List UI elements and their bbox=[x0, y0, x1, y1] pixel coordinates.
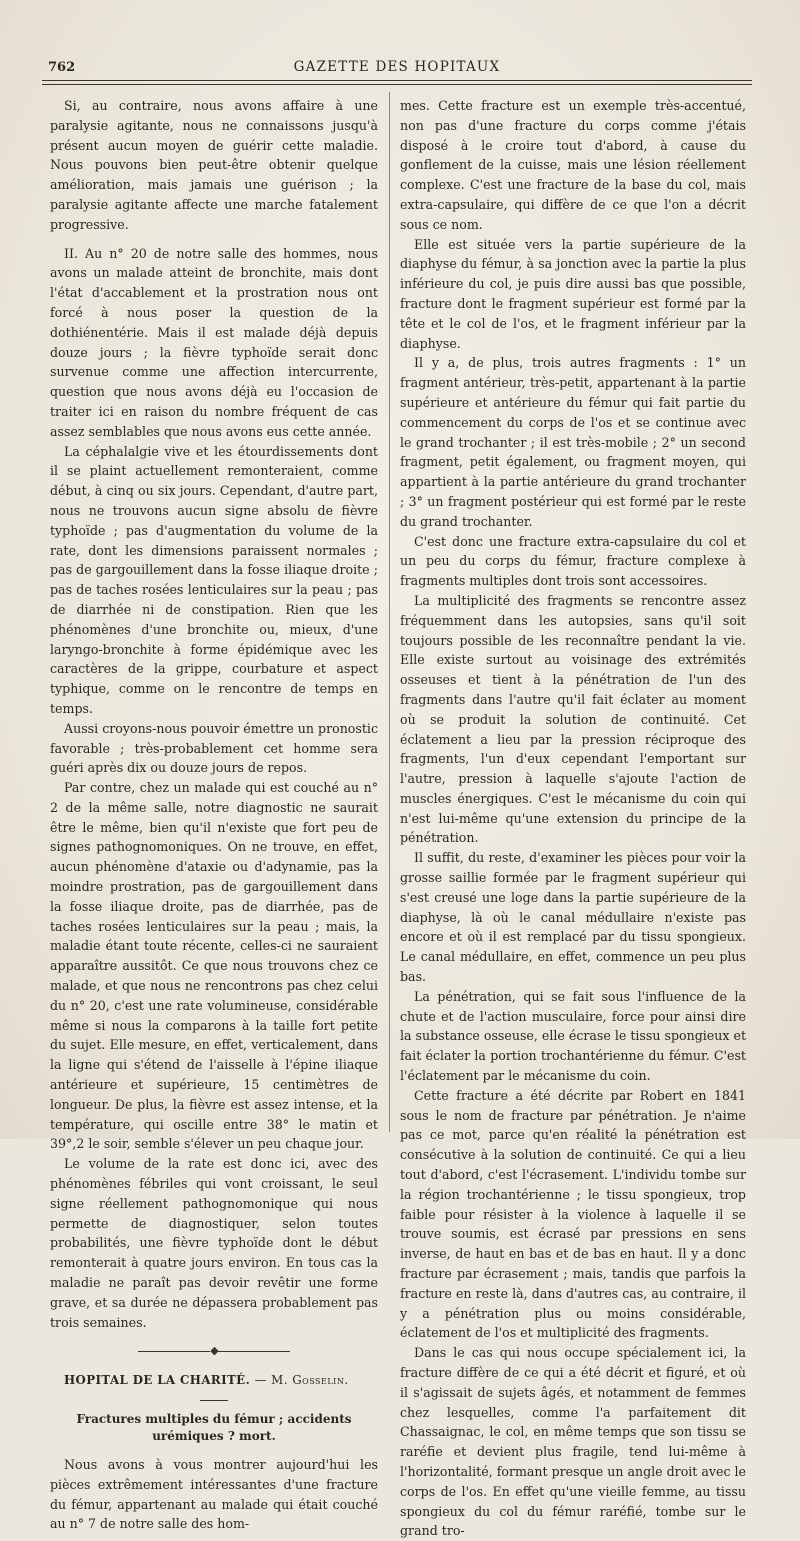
paragraph: Si, au contraire, nous avons affaire à une paralysie agitante, nous ne connaissons jusqu'à présent aucun moyen de guérir cette maladie. Nous pouvons bien peut-être obtenir quelque amélioration, mais jamais une guérison ; la paralysie agitante affecte une marche fatalement progressive. bbox=[50, 98, 378, 232]
paragraph: La pénétration, qui se fait sous l'influence de la chute et de l'action musculaire, force pour ainsi dire la substance osseuse, elle écrase le tissu spongieux et fait éclater la portion trochantérienne du fémur. C'est l'éclatement par le mécanisme du coin. bbox=[400, 988, 746, 1084]
left-column bbox=[50, 96, 378, 1534]
page-number: 762 bbox=[48, 60, 76, 75]
paragraph: Le volume de la rate est donc ici, avec des phénomènes fébriles qui vont croissant, le seul signe réellement pathognomonique qui nous permette de diagnostiquer, selon toutes probabilités, une fièvre typhoïde dont le début remonterait à quatre jours environ. En tous cas la maladie ne paraît pas devoir revêtir une forme grave, et sa durée ne dépassera probablement pas trois semaines. bbox=[50, 1156, 378, 1330]
paragraph: Elle est située vers la partie supérieure de la diaphyse du fémur, à sa jonction avec la partie la plus inférieure du col, je puis dire aussi bas que possible, fracture dont le fragment supérieur est formé par la tête et le col de l'os, et le fragment inférieur par la diaphyse. bbox=[400, 236, 746, 351]
page-header bbox=[42, 58, 752, 80]
paragraph: La multiplicité des fragments se rencontre assez fréquemment dans les autopsies, sans qu'il soit toujours possible de les reconnaître pendant la vie. Elle existe surtout au voisinage des extrémités osseuses et tient à la pénétration de l'un des fragments dans l'autre qu'il fait éclater au moment où se produit la solution de continuité. Cet éclatement a lieu par la pression réciproque des fragments, l'un d'eux cependant l'emportant sur l'autre, pression à laquelle s'ajoute l'action de muscles énergiques. C'est le mécanisme du coin qui n'est lui-même qu'une extension du principe de la pénétration. bbox=[400, 592, 746, 846]
paragraph: Par contre, chez un malade qui est couché au n° 2 de la même salle, notre diagnostic ne saurait être le même, bien qu'il n'existe que fort peu de signes pathognomoniques. On ne trouve, en effet, aucun phénomène d'ataxie ou d'adynamie, pas la moindre prostration, pas de gargouillement dans la fosse iliaque droite, pas de diarrhée, pas de taches rosées lenticulaires sur la peau ; mais, la maladie étant toute récente, celles-ci ne sauraient apparaître aussitôt. Ce que nous trouvons chez ce malade, et que nous ne rencontrons pas chez celui du n° 20, c'est une rate volumineuse, considérable même si nous la comparons à la taille fort petite du sujet. Elle mesure, en effet, verticalement, dans la ligne qui s'étend de l'aisselle à l'épine iliaque antérieure et supérieure, 15 centimètres de longueur. De plus, la fièvre est assez intense, et la température, qui oscille entre 38° le matin et 39°,2 le soir, semble s'élever un peu chaque jour. bbox=[50, 780, 378, 1152]
section-author: — M. Gosselin. bbox=[254, 1373, 349, 1388]
journal-title: GAZETTE DES HOPITAUX bbox=[293, 59, 501, 75]
article-title: Fractures multiples du fémur ; accidents urémiques ? mort. bbox=[76, 1412, 352, 1443]
paragraph: mes. Cette fracture est un exemple très-accentué, non pas d'une fracture du corps comme j'étais disposé à le croire tout d'abord, à cause du gonflement de la cuisse, mais une lésion réellement complexe. C'est une fracture de la base du col, mais extra-capsulaire, qui diffère de ce que l'on a décrit sous ce nom. bbox=[400, 98, 746, 232]
header-rule-thin bbox=[42, 84, 752, 85]
paragraph: II. Au n° 20 de notre salle des hommes, nous avons un malade atteint de bronchite, mais dont l'état d'accablement et la prostration nous ont forcé à nous poser la question de la dothiénentérie. Mais il est malade déjà depuis douze jours ; la fièvre typhoïde serait donc survenue comme une affection intercurrente, question que nous avons déjà eu l'occasion de traiter ici en raison du nombre fréquent de cas assez semblables que nous avons eus cette année. bbox=[50, 245, 378, 439]
paragraph: La céphalalgie vive et les étourdissements dont il se plaint actuellement remonteraient, comme début, à cinq ou six jours. Cependant, d'autre part, nous ne trouvons aucun signe absolu de fièvre typhoïde ; pas d'augmentation du volume de la rate, dont les dimensions paraissent normales ; pas de gargouillement dans la fosse iliaque droite ; pas de taches rosées lenticulaires sur la peau ; pas de diarrhée ni de constipation. Rien que les phénomènes d'une bronchite ou, mieux, d'une laryngo-bronchite à forme épidémique avec les caractères de la grippe, courbature et aspect typhique, comme on le rencontre de temps en temps. bbox=[50, 443, 378, 716]
header-rule bbox=[42, 80, 752, 81]
paragraph: C'est donc une fracture extra-capsulaire du col et un peu du corps du fémur, fracture complexe à fragments multiples dont trois sont accessoires. bbox=[400, 533, 746, 589]
paragraph: Cette fracture a été décrite par Robert en 1841 sous le nom de fracture par pénétration. Je n'aime pas ce mot, parce qu'en réalité la pénétration est consécutive à la solution de continuité. Ce qui a lieu tout d'abord, c'est l'écrasement. L'individu tombe sur la région trochantérienne ; le tissu spongieux, trop faible pour résister à la violence à laquelle il se trouve soumis, est écrasé par pressions en sens inverse, de haut en bas et de bas en haut. Il y a donc fracture par écrasement ; mais, tandis que parfois la fracture en reste là, dans d'autres cas, au contraire, il y a pénétration plus ou moins considérable, éclatement de l'os et multiplicité des fragments. bbox=[400, 1087, 746, 1341]
section-ornament: ◆ bbox=[50, 1341, 378, 1361]
paragraph: Il suffit, du reste, d'examiner les pièces pour voir la grosse saillie formée par le fragment supérieur qui s'est creusé une loge dans la partie supérieure de la diaphyse, là où le canal médullaire n'existe pas encore et où il est remplacé par du tissu spongieux. Le canal médullaire, en effet, commence un peu plus bas. bbox=[400, 850, 746, 985]
paragraph: Dans le cas qui nous occupe spécialement ici, la fracture diffère de ce qui a été décrit et figuré, et où il s'agissait de sujets âgés, et notamment de femmes chez lesquelles, comme l'a parfaitement dit Chassaignac, le col, en même temps que son tissu se raréfie et devient plus fragile, tend lui-même à l'horizontalité, formant presque un angle droit avec le corps de l'os. En effet qu'une vieille femme, au tissu spongieux du col du fémur raréfié, tombe sur le grand tro- bbox=[400, 1345, 746, 1539]
paragraph: Aussi croyons-nous pouvoir émettre un pronostic favorable ; très-probablement cet homme sera guéri après dix ou douze jours de repos. bbox=[50, 720, 378, 776]
right-column bbox=[400, 96, 746, 1541]
hospital-name: HOPITAL DE LA CHARITÉ. bbox=[64, 1373, 251, 1388]
section-heading bbox=[64, 1371, 378, 1391]
paragraph: Nous avons à vous montrer aujourd'hui les pièces extrêmement intéressantes d'une fracture du fémur, appartenant au malade qui était couché au n° 7 de notre salle des hom- bbox=[50, 1457, 378, 1532]
paragraph: Il y a, de plus, trois autres fragments : 1° un fragment antérieur, très-petit, appartenant à la partie supérieure et antérieure du fémur qui fait partie du commencement du corps de l'os et se continue avec le grand trochanter ; il est très-mobile ; 2° un second fragment, petit également, ou fragment moyen, qui appartient à la partie antérieure du grand trochanter ; 3° un fragment postérieur qui est formé par le reste du grand trochanter. bbox=[400, 355, 746, 529]
short-rule bbox=[200, 1400, 228, 1401]
column-divider bbox=[389, 92, 390, 1132]
